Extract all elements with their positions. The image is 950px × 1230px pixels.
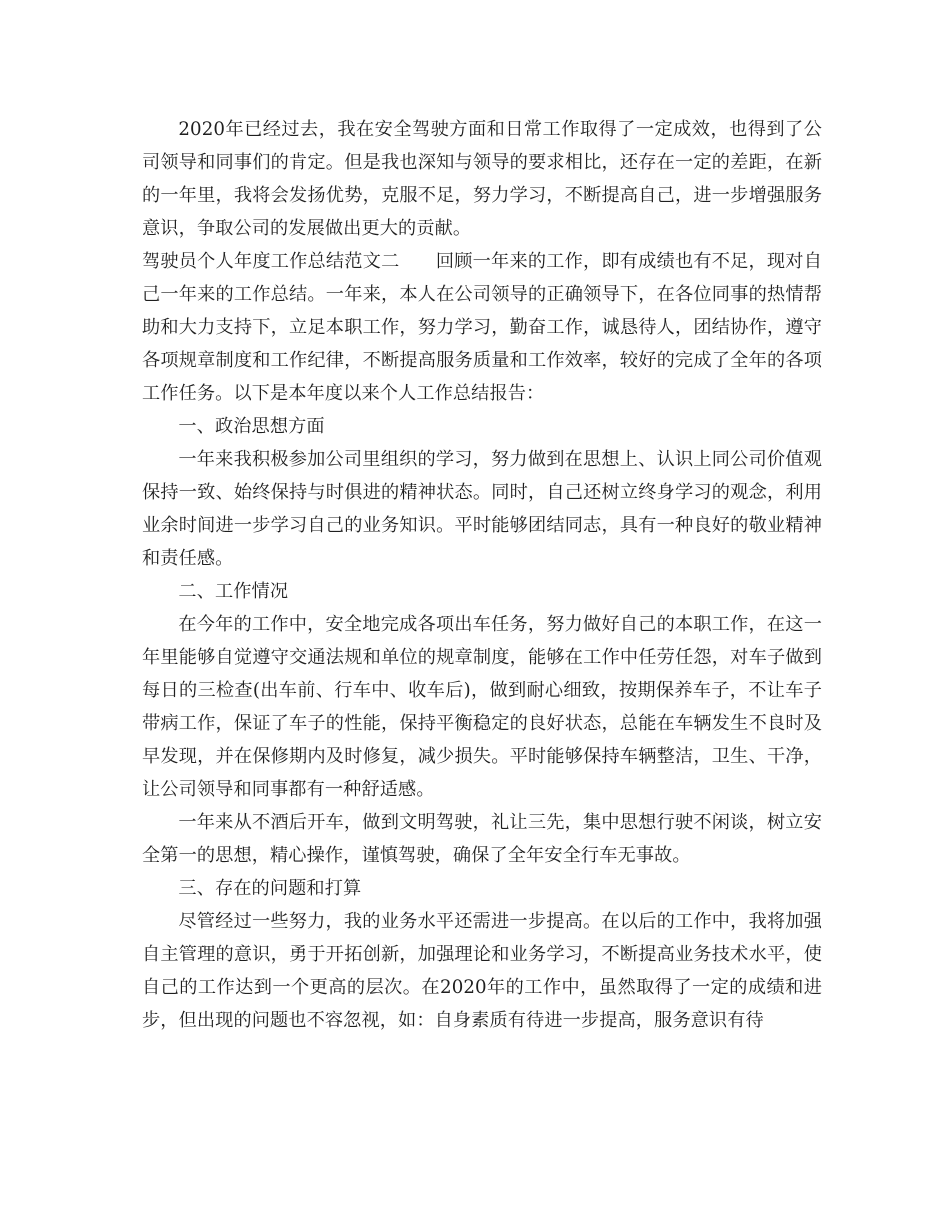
article-title: 驾驶员个人年度工作总结范文二 xyxy=(142,251,400,272)
paragraph-section-two xyxy=(142,245,822,410)
paragraph-safe-driving: 一年来从不酒后开车，做到文明驾驶，礼让三先，集中思想行驶不闲谈，树立安全第一的思想，精心操作，谨慎驾驶，确保了全年安全行车无事故。 xyxy=(142,812,822,866)
heading-problems-plans: 三、存在的问题和打算 xyxy=(178,878,362,899)
paragraph-review: 回顾一年来的工作，即有成绩也有不足，现对自己一年来的工作总结。一年来，本人在公司领导的正确领导下，在各位同事的热情帮助和大力支持下，立足本职工作，努力学习，勤奋工作，诚恳待人，团结协作，遵守各项规章制度和工作纪律，不断提高服务质量和工作效率，较好的完成了全年的各项工作任务。以下是本年度以来个人工作总结报告： xyxy=(142,251,822,404)
paragraph-intro: 2020年已经过去，我在安全驾驶方面和日常工作取得了一定成效，也得到了公司领导和同事们的肯定。但是我也深知与领导的要求相比，还存在一定的差距，在新的一年里，我将会发扬优势，克服不足，努力学习，不断提高自己，进一步增强服务意识，争取公司的发展做出更大的贡献。 xyxy=(142,119,822,239)
paragraph-political-thought: 一年来我积极参加公司里组织的学习，努力做到在思想上、认识上同公司价值观保持一致、始终保持与时俱进的精神状态。同时，自己还树立终身学习的观念，利用业余时间进一步学习自己的业务知识。平时能够团结同志，具有一种良好的敬业精神和责任感。 xyxy=(142,449,822,569)
paragraph-work-situation: 在今年的工作中，安全地完成各项出车任务，努力做好自己的本职工作，在这一年里能够自觉遵守交通法规和单位的规章制度，能够在工作中任劳任怨，对车子做到每日的三检查(出车前、行车中、收车后)，做到耐心细致，按期保养车子，不让车子带病工作，保证了车子的性能，保持平衡稳定的良好状态，总能在车辆发生不良时及早发现，并在保修期内及时修复，减少损失。平时能够保持车辆整洁，卫生、干净，让公司领导和同事都有一种舒适感。 xyxy=(142,614,822,800)
paragraph-problems-plans: 尽管经过一些努力，我的业务水平还需进一步提高。在以后的工作中，我将加强自主管理的意识，勇于开拓创新，加强理论和业务学习，不断提高业务技术水平，使自己的工作达到一个更高的层次。在2020年的工作中，虽然取得了一定的成绩和进步，但出现的问题也不容忽视，如：自身素质有待进一步提高，服务意识有待 xyxy=(142,911,822,1031)
heading-political-thought: 一、政治思想方面 xyxy=(178,416,325,437)
heading-work-situation: 二、工作情况 xyxy=(178,581,289,602)
document-body xyxy=(142,113,822,1037)
